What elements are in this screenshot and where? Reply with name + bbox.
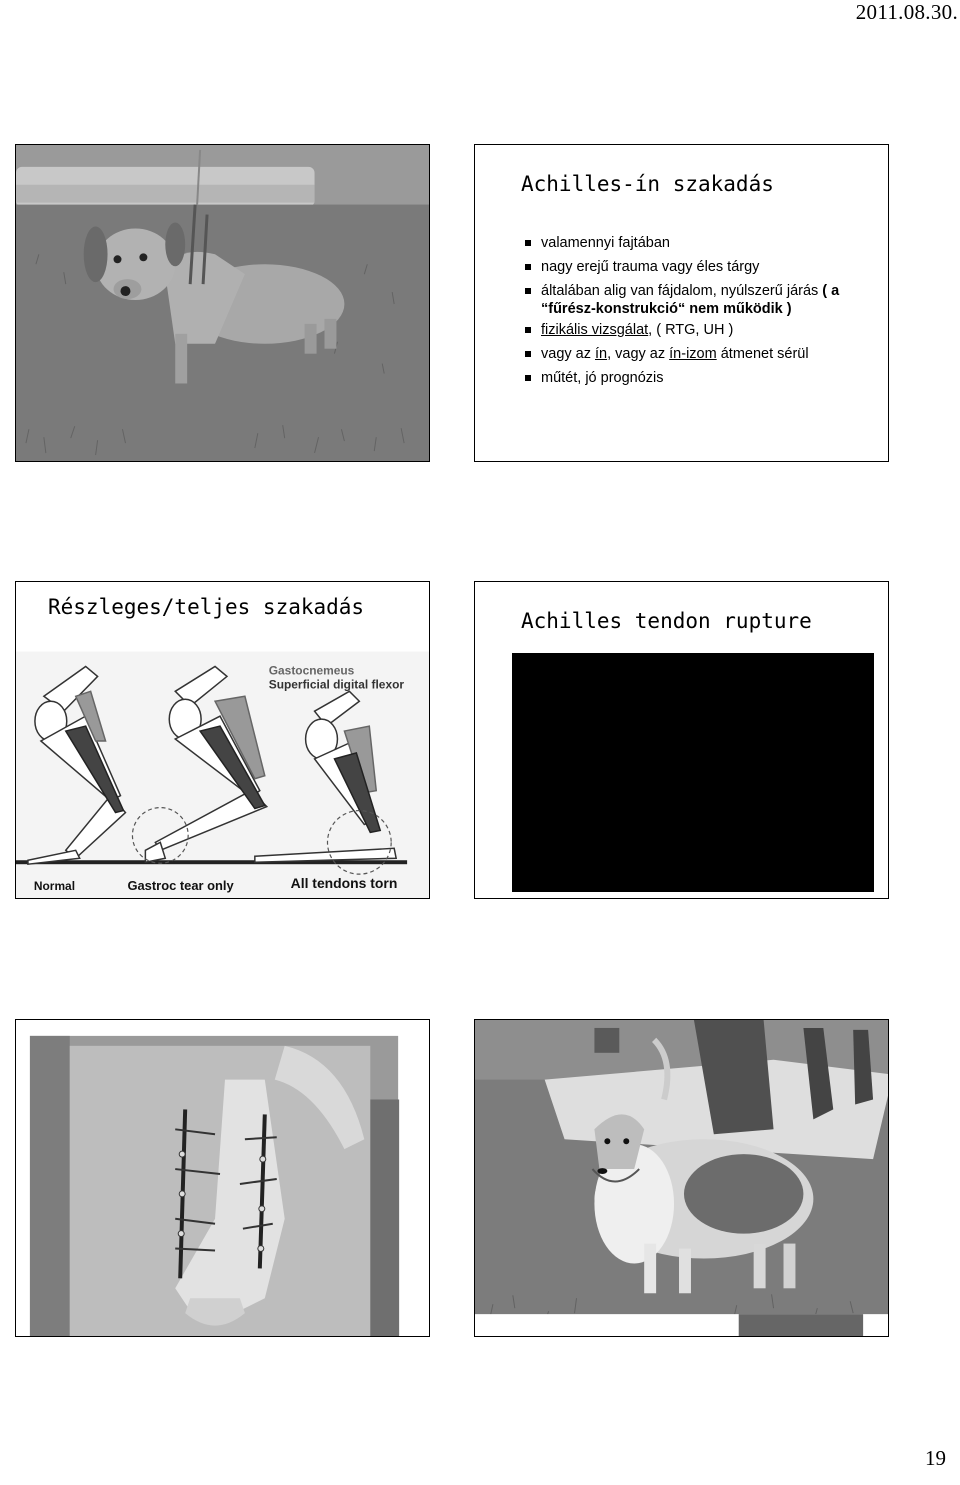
collie-photo bbox=[475, 1020, 888, 1336]
caption-gastroc-tear: Gastroc tear only bbox=[127, 878, 234, 894]
bullet-item: fizikális vizsgálat, ( RTG, UH ) bbox=[523, 318, 839, 342]
slide-title: Achilles-ín szakadás bbox=[521, 172, 774, 196]
bullet-item: nagy erejű trauma vagy éles tárgy bbox=[523, 255, 839, 279]
bullet-item: műtét, jó prognózis bbox=[523, 366, 839, 390]
bullet-list bbox=[523, 231, 839, 390]
page-number: 19 bbox=[925, 1446, 946, 1470]
slide-achilles-video bbox=[474, 581, 889, 899]
header-date: 2011.08.30. bbox=[855, 0, 958, 24]
bullet-item: vagy az ín, vagy az ín-izom átmenet sérül bbox=[523, 342, 839, 366]
caption-all-tendons-torn: All tendons torn bbox=[290, 875, 398, 892]
bullet-continuation: “fűrész-konstrukció“ nem működik ) bbox=[541, 301, 792, 317]
bullet-item: általában alig van fájdalom, nyúlszerű járás ( a “fűrész-konstrukció“ nem működik ) bbox=[523, 279, 839, 318]
slide-tendon-diagram bbox=[15, 581, 430, 899]
slide-fixator-photo bbox=[15, 1019, 430, 1337]
slide-title: Achilles tendon rupture bbox=[521, 609, 812, 633]
slide-title: Részleges/teljes szakadás bbox=[48, 595, 365, 619]
bullet-item: valamennyi fajtában bbox=[523, 231, 839, 255]
slide-dachshund-photo bbox=[15, 144, 430, 462]
slide-achilles-ín bbox=[474, 144, 889, 462]
external-fixator-leg-photo bbox=[16, 1020, 429, 1336]
slide-collie-photo bbox=[474, 1019, 889, 1337]
caption-normal: Normal bbox=[33, 879, 76, 894]
tendon-rupture-diagram bbox=[16, 582, 429, 898]
legend-gastrocnemius: Gastocnemeus bbox=[268, 663, 355, 678]
legend-superficial-digital-flexor: Superficial digital flexor bbox=[268, 677, 405, 692]
video-placeholder[interactable] bbox=[512, 653, 874, 892]
dachshund-photo bbox=[16, 145, 429, 461]
